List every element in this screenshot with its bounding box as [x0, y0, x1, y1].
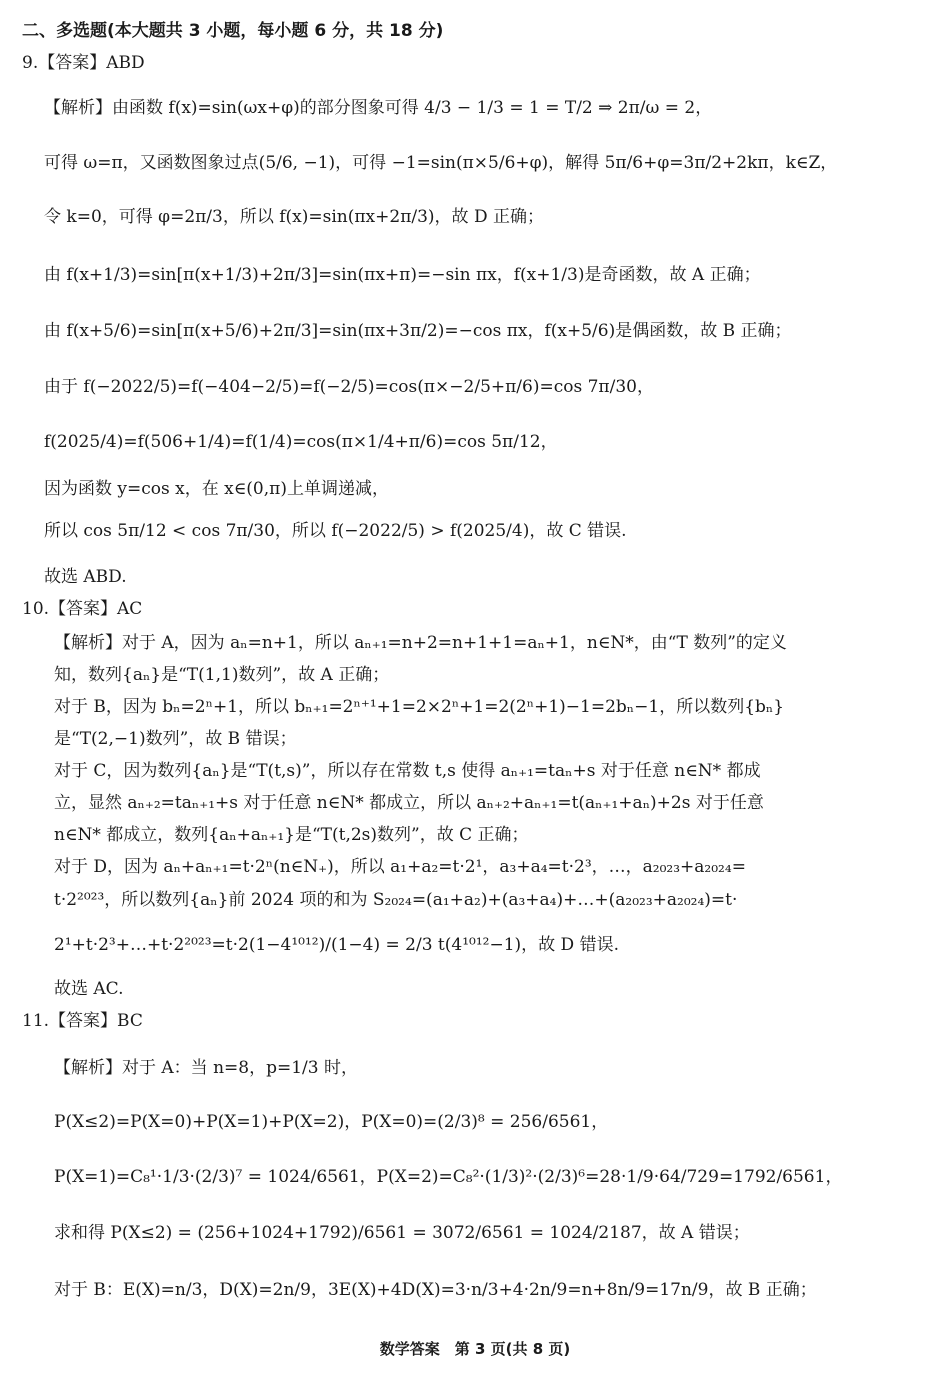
q10-line: 是“T(2,−1)数列”，故 B 错误；	[54, 729, 297, 749]
q9-line: 可得 ω=π，又函数图象过点(5/6, −1)，可得 −1=sin(π×5/6+φ)，解得 5π/6+φ=3π/2+2kπ，k∈Z，	[44, 153, 838, 173]
q10-line: 对于 C，因为数列{aₙ}是“T(t,s)”，所以存在常数 t,s 使得 aₙ₊₁=taₙ+s 对于任意 n∈N* 都成	[54, 761, 761, 781]
q9-line: 【解析】由函数 f(x)=sin(ωx+φ)的部分图象可得 4/3 − 1/3 = 1 = T/2 ⇒ 2π/ω = 2，	[44, 98, 713, 118]
section-title: 二、多选题(本大题共 3 小题，每小题 6 分，共 18 分)	[22, 21, 444, 41]
q10-line: 【解析】对于 A，因为 aₙ=n+1，所以 aₙ₊₁=n+2=n+1+1=aₙ+1，n∈N*，由“T 数列”的定义	[54, 633, 787, 653]
q9-line: 由于 f(−2022/5)=f(−404−2/5)=f(−2/5)=cos(π×−2/5+π/6)=cos 7π/30，	[44, 377, 654, 397]
q10-answer: 10.【答案】AC	[22, 599, 143, 619]
q10-line: n∈N* 都成立，数列{aₙ+aₙ₊₁}是“T(t,2s)数列”，故 C 正确；	[54, 825, 529, 845]
q10-line: 知，数列{aₙ}是“T(1,1)数列”，故 A 正确；	[54, 665, 390, 685]
q9-line: 所以 cos 5π/12 < cos 7π/30，所以 f(−2022/5) > f(2025/4)，故 C 错误.	[44, 521, 627, 541]
q9-line: 令 k=0，可得 φ=2π/3，所以 f(x)=sin(πx+2π/3)，故 D 正确；	[44, 207, 544, 227]
q11-line: P(X≤2)=P(X=0)+P(X=1)+P(X=2)，P(X=0)=(2/3)⁸ = 256/6561，	[54, 1112, 609, 1132]
q11-line: 对于 B：E(X)=n/3，D(X)=2n/9，3E(X)+4D(X)=3·n/3+4·2n/9=n+8n/9=17n/9，故 B 正确；	[54, 1280, 817, 1300]
q10-line: 对于 D，因为 aₙ+aₙ₊₁=t·2ⁿ(n∈N₊)，所以 a₁+a₂=t·2¹，a₃+a₄=t·2³，…，a₂₀₂₃+a₂₀₂₄=	[54, 857, 746, 877]
q11-line: 【解析】对于 A：当 n=8，p=1/3 时，	[54, 1058, 358, 1078]
q9-line: f(2025/4)=f(506+1/4)=f(1/4)=cos(π×1/4+π/6)=cos 5π/12，	[44, 432, 558, 452]
q11-answer: 11.【答案】BC	[22, 1011, 143, 1031]
q11-line: 求和得 P(X≤2) = (256+1024+1792)/6561 = 3072/6561 = 1024/2187，故 A 错误；	[54, 1223, 750, 1243]
q10-line: 2¹+t·2³+…+t·2²⁰²³=t·2(1−4¹⁰¹²)/(1−4) = 2/3 t(4¹⁰¹²−1)，故 D 错误.	[54, 935, 619, 955]
q9-line: 因为函数 y=cos x，在 x∈(0,π)上单调递减，	[44, 479, 389, 499]
q10-line: t·2²⁰²³，所以数列{aₙ}前 2024 项的和为 S₂₀₂₄=(a₁+a₂)+(a₃+a₄)+…+(a₂₀₂₃+a₂₀₂₄)=t·	[54, 890, 738, 910]
q10-line: 故选 AC.	[54, 979, 124, 999]
q10-line: 立，显然 aₙ₊₂=taₙ₊₁+s 对于任意 n∈N* 都成立，所以 aₙ₊₂+aₙ₊₁=t(aₙ₊₁+aₙ)+2s 对于任意	[54, 793, 764, 813]
q10-line: 对于 B，因为 bₙ=2ⁿ+1，所以 bₙ₊₁=2ⁿ⁺¹+1=2×2ⁿ+1=2(2ⁿ+1)−1=2bₙ−1，所以数列{bₙ}	[54, 697, 785, 717]
q9-line: 故选 ABD.	[44, 567, 127, 587]
q9-answer: 9.【答案】ABD	[22, 53, 145, 73]
page-footer: 数学答案 第 3 页(共 8 页)	[379, 1340, 571, 1358]
q9-line: 由 f(x+1/3)=sin[π(x+1/3)+2π/3]=sin(πx+π)=−sin πx，f(x+1/3)是奇函数，故 A 正确；	[44, 265, 761, 285]
q9-line: 由 f(x+5/6)=sin[π(x+5/6)+2π/3]=sin(πx+3π/2)=−cos πx，f(x+5/6)是偶函数，故 B 正确；	[44, 321, 792, 341]
q11-line: P(X=1)=C₈¹·1/3·(2/3)⁷ = 1024/6561，P(X=2)=C₈²·(1/3)²·(2/3)⁶=28·1/9·64/729=1792/6561，	[54, 1167, 843, 1187]
